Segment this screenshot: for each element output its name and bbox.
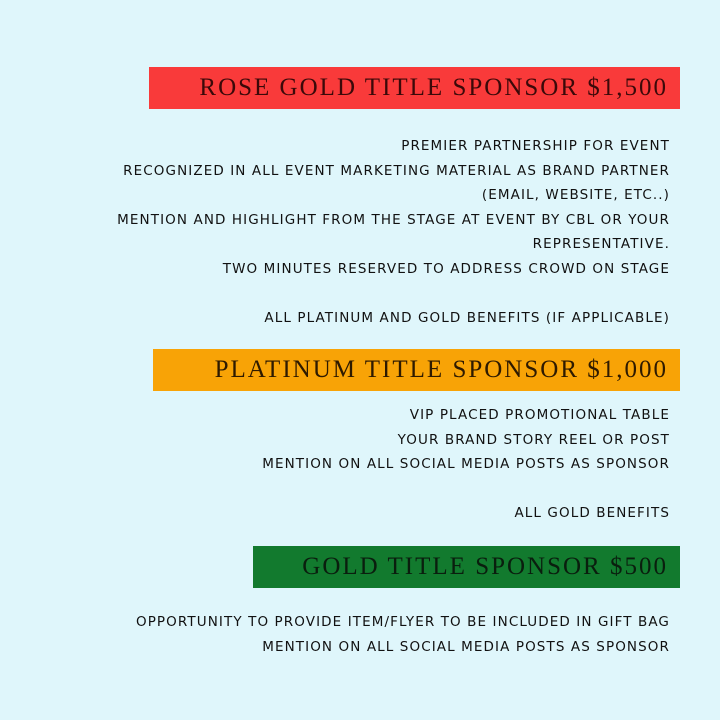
rose-gold-sponsor-banner	[149, 67, 680, 109]
platinum-sponsor-banner	[153, 349, 680, 391]
benefit-item: RECOGNIZED IN ALL EVENT MARKETING MATERIAL AS BRAND PARTNER	[123, 162, 670, 179]
benefit-inherited-item: ALL PLATINUM AND GOLD BENEFITS (IF APPLICABLE)	[264, 309, 670, 326]
gold-benefits-list	[40, 610, 670, 659]
benefit-item: TWO MINUTES RESERVED TO ADDRESS CROWD ON STAGE	[222, 260, 670, 277]
platinum-benefits-list	[40, 403, 670, 526]
benefit-item: PREMIER PARTNERSHIP FOR EVENT	[401, 138, 670, 154]
list-spacer	[40, 477, 670, 502]
gold-sponsor-banner	[253, 546, 680, 588]
gold-sponsor-title: GOLD TITLE SPONSOR $500	[302, 553, 668, 580]
benefit-item: VIP PLACED PROMOTIONAL TABLE	[409, 407, 670, 423]
list-spacer	[40, 281, 670, 306]
platinum-sponsor-title: PLATINUM TITLE SPONSOR $1,000	[214, 356, 668, 383]
benefit-item: OPPORTUNITY TO PROVIDE ITEM/FLYER TO BE INCLUDED IN GIFT BAG	[135, 614, 670, 630]
benefit-item: MENTION ON ALL SOCIAL MEDIA POSTS AS SPONSOR	[262, 456, 670, 472]
benefit-item: MENTION ON ALL SOCIAL MEDIA POSTS AS SPONSOR	[262, 638, 670, 655]
benefit-item: REPRESENTATIVE.	[532, 236, 670, 252]
rose-gold-sponsor-title: ROSE GOLD TITLE SPONSOR $1,500	[199, 74, 668, 101]
benefit-item: YOUR BRAND STORY REEL OR POST	[397, 431, 670, 448]
benefit-inherited-item: ALL GOLD BENEFITS	[514, 505, 670, 521]
benefit-item: (EMAIL, WEBSITE, ETC..)	[481, 187, 670, 203]
rose-gold-benefits-list	[40, 134, 670, 330]
benefit-item: MENTION AND HIGHLIGHT FROM THE STAGE AT EVENT BY CBL OR YOUR	[117, 211, 670, 228]
